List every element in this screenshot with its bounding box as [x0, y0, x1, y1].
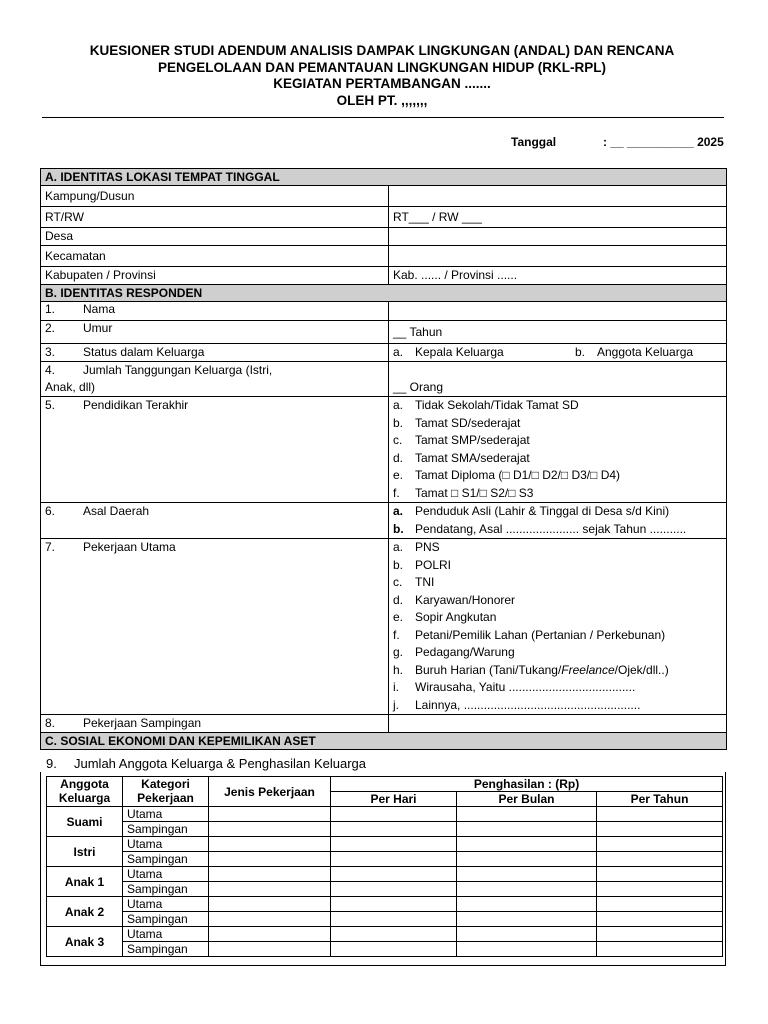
title-divider — [42, 117, 724, 118]
kecamatan-field[interactable] — [389, 246, 727, 267]
nama-field[interactable] — [389, 302, 727, 321]
col-header-kategori: Kategori Pekerjaan — [123, 777, 209, 807]
member-anak-2: Anak 2 — [47, 897, 123, 927]
questionnaire-table — [40, 168, 727, 750]
table-cell-input[interactable] — [457, 852, 597, 867]
date-field[interactable]: : __ __________ 2025 — [603, 135, 724, 149]
q4-label-line2: Anak, dll) — [45, 380, 96, 394]
col-header-per-tahun: Per Tahun — [597, 792, 723, 807]
pekerjaan-option-h[interactable]: h. Buruh Harian (Tani/Tukang/Freelance/Ojek/dll..) — [393, 662, 669, 677]
date-label: Tanggal — [511, 135, 557, 149]
kabupaten-label: Kabupaten / Provinsi — [41, 267, 389, 285]
table-cell-input[interactable] — [457, 927, 597, 942]
q3-label: Status dalam Keluarga — [83, 345, 205, 359]
kampung-label: Kampung/Dusun — [41, 186, 389, 207]
q1-label: Nama — [83, 302, 116, 316]
table-cell-input[interactable] — [597, 852, 723, 867]
asal-option-b[interactable]: b. Pendatang, Asal ...................... sejak Tahun ........... — [393, 521, 687, 536]
table-cell-input[interactable] — [331, 822, 457, 837]
umur-field[interactable]: __ Tahun — [389, 321, 727, 344]
document-title — [40, 43, 724, 109]
q4-label-line1: Jumlah Tanggungan Keluarga (Istri, — [83, 363, 273, 377]
q7-number: 7. — [45, 540, 56, 554]
table-cell-category: Utama — [123, 837, 209, 852]
table-cell-input[interactable] — [209, 942, 331, 957]
pendidikan-option-f[interactable]: f. Tamat □ S1/□ S2/□ S3 — [393, 485, 534, 500]
member-anak-1: Anak 1 — [47, 867, 123, 897]
q7-label: Pekerjaan Utama — [83, 540, 176, 554]
q1-number: 1. — [45, 302, 56, 316]
table-cell-input[interactable] — [331, 867, 457, 882]
table-cell-input[interactable] — [209, 822, 331, 837]
rtrw-field[interactable]: RT___ / RW ___ — [389, 207, 727, 228]
status-option-b[interactable]: Anggota Keluarga — [597, 345, 694, 359]
title-line-3: KEGIATAN PERTAMBANGAN ....... — [273, 76, 491, 91]
section-c-header: C. SOSIAL EKONOMI DAN KEPEMILIKAN ASET — [41, 733, 727, 750]
q6-number: 6. — [45, 504, 56, 518]
table-cell-category: Utama — [123, 927, 209, 942]
kabupaten-field[interactable]: Kab. ...... / Provinsi ...... — [389, 267, 727, 285]
table-cell-input[interactable] — [597, 897, 723, 912]
pekerjaan-option-j[interactable]: j. Lainnya, ..................................................... — [393, 697, 641, 712]
member-istri: Istri — [47, 837, 123, 867]
table-cell-input[interactable] — [331, 927, 457, 942]
pekerjaan-option-i[interactable]: i. Wirausaha, Yaitu ...................................... — [393, 680, 636, 694]
asal-options — [389, 503, 727, 539]
table-cell-input[interactable] — [331, 882, 457, 897]
table-cell-input[interactable] — [597, 927, 723, 942]
q2-label: Umur — [83, 321, 113, 335]
kecamatan-label: Kecamatan — [41, 246, 389, 267]
q8-number: 8. — [45, 716, 56, 730]
q6-label: Asal Daerah — [83, 504, 150, 518]
table-cell-input[interactable] — [597, 912, 723, 927]
col-header-anggota: Anggota Keluarga — [47, 777, 123, 807]
pekerjaan-option-f[interactable]: f. Petani/Pemilik Lahan (Pertanian / Perkebunan) — [393, 627, 666, 642]
income-table — [46, 776, 723, 957]
status-field[interactable]: a. Kepala Keluarga b. Anggota Keluarga — [389, 344, 727, 362]
desa-label: Desa — [41, 228, 389, 246]
title-line-1: KUESIONER STUDI ADENDUM ANALISIS DAMPAK LINGKUNGAN (ANDAL) DAN RENCANA — [89, 43, 675, 58]
pekerjaan-options — [389, 539, 727, 715]
date-row — [511, 135, 724, 149]
table-cell-category: Sampingan — [123, 822, 209, 837]
table-cell-category: Sampingan — [123, 912, 209, 927]
q9-heading — [46, 756, 366, 771]
pekerjaan-option-d[interactable]: d. Karyawan/Honorer — [393, 592, 516, 607]
table-cell-input[interactable] — [597, 837, 723, 852]
table-cell-input[interactable] — [331, 897, 457, 912]
pendidikan-option-a[interactable]: a. Tidak Sekolah/Tidak Tamat SD — [393, 398, 579, 412]
asal-option-a[interactable]: a. Penduduk Asli (Lahir & Tinggal di Desa s/d Kini) — [393, 504, 670, 518]
title-line-2: PENGELOLAAN DAN PEMANTAUAN LINGKUNGAN HIDUP (RKL-RPL) — [158, 59, 606, 75]
table-cell-input[interactable] — [209, 912, 331, 927]
pekerjaan-option-e[interactable]: e. Sopir Angkutan — [393, 610, 497, 624]
pendidikan-option-b[interactable]: b. Tamat SD/sederajat — [393, 415, 521, 430]
col-header-per-bulan: Per Bulan — [457, 792, 597, 807]
status-option-a[interactable]: Kepala Keluarga — [415, 345, 504, 359]
table-cell-input[interactable] — [209, 852, 331, 867]
rtrw-label: RT/RW — [41, 207, 389, 228]
section-b-header: B. IDENTITAS RESPONDEN — [41, 285, 727, 302]
col-header-per-hari: Per Hari — [331, 792, 457, 807]
table-cell-category: Sampingan — [123, 882, 209, 897]
table-cell-category: Sampingan — [123, 942, 209, 957]
sampingan-field[interactable] — [389, 715, 727, 733]
table-cell-input[interactable] — [209, 927, 331, 942]
table-cell-category: Utama — [123, 807, 209, 822]
table-cell-input[interactable] — [597, 882, 723, 897]
table-cell-input[interactable] — [457, 942, 597, 957]
table-cell-input[interactable] — [597, 867, 723, 882]
table-cell-input[interactable] — [457, 867, 597, 882]
table-cell-category: Utama — [123, 867, 209, 882]
kampung-field[interactable] — [389, 186, 727, 207]
pekerjaan-option-c[interactable]: c. TNI — [393, 575, 435, 589]
q5-label: Pendidikan Terakhir — [83, 398, 189, 412]
table-cell-input[interactable] — [331, 912, 457, 927]
table-cell-input[interactable] — [209, 897, 331, 912]
pekerjaan-option-g[interactable]: g. Pedagang/Warung — [393, 645, 515, 659]
table-cell-input[interactable] — [209, 867, 331, 882]
table-cell-input[interactable] — [209, 807, 331, 822]
table-cell-input[interactable] — [331, 852, 457, 867]
pendidikan-options — [389, 397, 727, 503]
title-line-4: OLEH PT. ,,,,,,, — [336, 92, 428, 108]
pekerjaan-option-a[interactable]: a. PNS — [393, 540, 440, 554]
pendidikan-option-c[interactable]: c. Tamat SMP/sederajat — [393, 433, 530, 447]
table-cell-input[interactable] — [457, 807, 597, 822]
table-cell-input[interactable] — [457, 912, 597, 927]
table-cell-category: Utama — [123, 897, 209, 912]
table-cell-input[interactable] — [597, 807, 723, 822]
pekerjaan-option-b[interactable]: b. POLRI — [393, 557, 452, 572]
member-suami: Suami — [47, 807, 123, 837]
q9-number: 9. — [46, 756, 57, 771]
table-cell-input[interactable] — [457, 837, 597, 852]
q9-label: Jumlah Anggota Keluarga & Penghasilan Keluarga — [74, 756, 366, 771]
table-cell-input[interactable] — [457, 897, 597, 912]
q3-number: 3. — [45, 345, 56, 359]
col-header-penghasilan: Penghasilan : (Rp) — [331, 777, 723, 792]
q4-number: 4. — [45, 363, 56, 377]
table-cell-input[interactable] — [597, 822, 723, 837]
pendidikan-option-d[interactable]: d. Tamat SMA/sederajat — [393, 450, 530, 465]
desa-field[interactable] — [389, 228, 727, 246]
q5-number: 5. — [45, 398, 56, 412]
table-cell-input[interactable] — [457, 882, 597, 897]
table-cell-input[interactable] — [331, 837, 457, 852]
table-cell-input[interactable] — [209, 837, 331, 852]
q8-label: Pekerjaan Sampingan — [83, 716, 202, 730]
col-header-jenis: Jenis Pekerjaan — [209, 777, 331, 807]
table-cell-input[interactable] — [457, 822, 597, 837]
table-cell-input[interactable] — [209, 882, 331, 897]
table-cell-input[interactable] — [331, 942, 457, 957]
table-cell-category: Sampingan — [123, 852, 209, 867]
member-anak-3: Anak 3 — [47, 927, 123, 957]
table-cell-input[interactable] — [331, 807, 457, 822]
q2-number: 2. — [45, 321, 56, 335]
pendidikan-option-e[interactable]: e. Tamat Diploma (□ D1/□ D2/□ D3/□ D4) — [393, 468, 621, 482]
tanggungan-field[interactable]: __ Orang — [389, 362, 727, 397]
section-a-header: A. IDENTITAS LOKASI TEMPAT TINGGAL — [41, 169, 727, 186]
table-cell-input[interactable] — [597, 942, 723, 957]
